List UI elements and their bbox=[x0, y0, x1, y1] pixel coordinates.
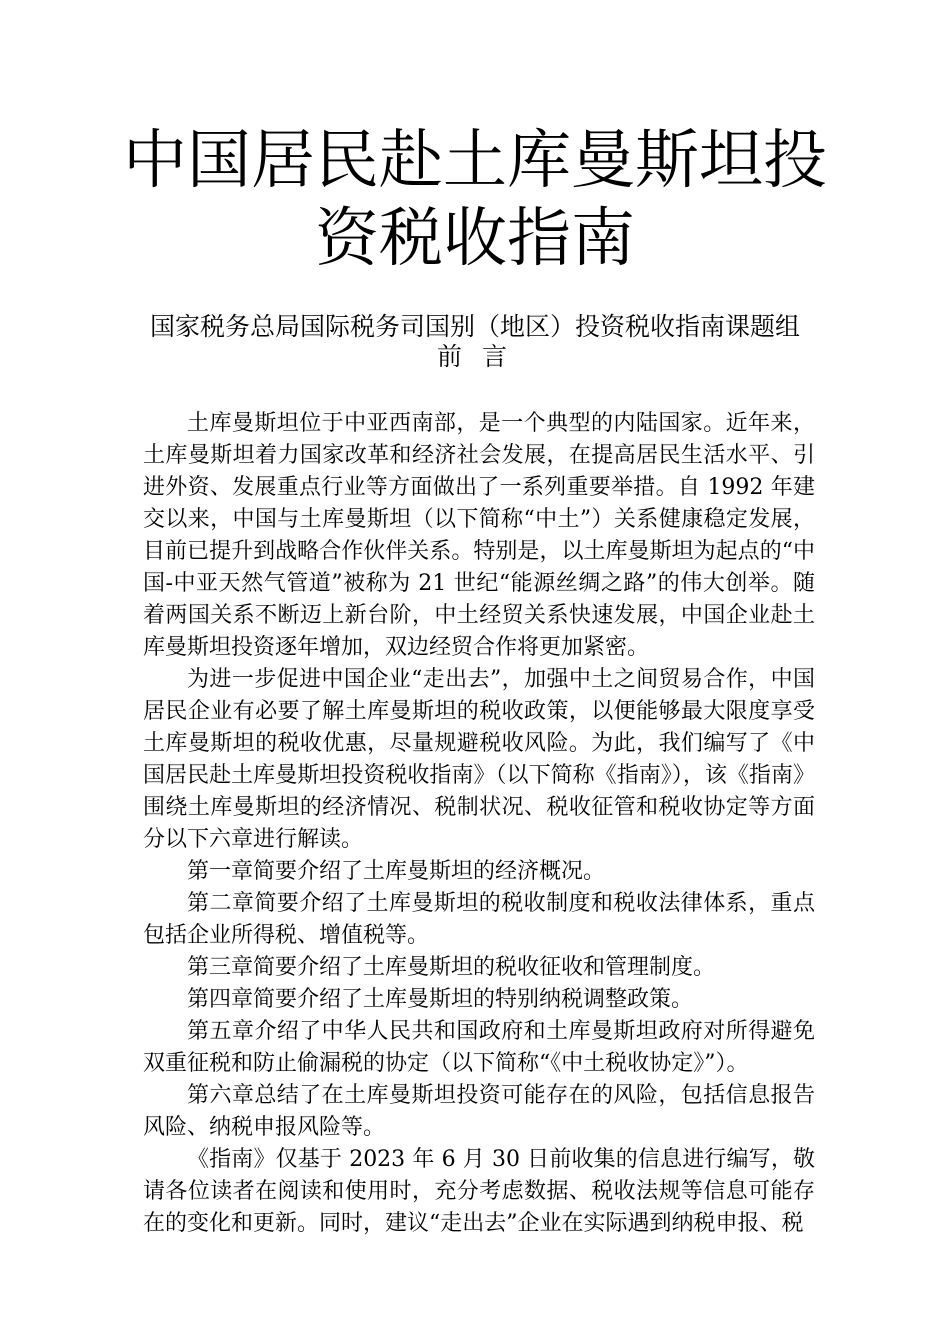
paragraph: 第五章介绍了中华人民共和国政府和土库曼斯坦政府对所得避免双重征税和防止偷漏税的协定（以下简称“《中土税收协定》”）。 bbox=[143, 1019, 815, 1076]
paragraph: 第二章简要介绍了土库曼斯坦的税收制度和税收法律体系，重点包括企业所得税、增值税等。 bbox=[143, 891, 815, 948]
title-line-2: 资税收指南 bbox=[315, 202, 635, 276]
paragraph: 第六章总结了在土库曼斯坦投资可能存在的风险，包括信息报告风险、纳税申报风险等。 bbox=[143, 1083, 815, 1140]
paragraph: 第三章简要介绍了土库曼斯坦的税收征收和管理制度。 bbox=[187, 955, 716, 980]
title-line-1: 中国居民赴土库曼斯坦投 bbox=[123, 124, 827, 198]
paragraph: 第四章简要介绍了土库曼斯坦的特别纳税调整政策。 bbox=[187, 987, 694, 1012]
author-line: 国家税务总局国际税务司国别（地区）投资税收指南课题组 bbox=[149, 312, 800, 341]
preface-heading: 前 言 bbox=[437, 342, 513, 371]
body-text bbox=[143, 408, 815, 1240]
paragraph: 第一章简要介绍了土库曼斯坦的经济概况。 bbox=[187, 859, 606, 884]
paragraph: 土库曼斯坦位于中亚西南部，是一个典型的内陆国家。近年来，土库曼斯坦着力国家改革和经济社会发展，在提高居民生活水平、引进外资、发展重点行业等方面做出了一系列重要举措。自 1992 年建交以来，中国与土库曼斯坦（以下简称“中土”）关系健康稳定发展，目前已提升到战略合作伙伴关系。特别是，以土库曼斯坦为起点的“中国-中亚天然气管道”被称为 21 世纪“能源丝绸之路”的伟大创举。随着两国关系不断迈上新台阶，中土经贸关系快速发展，中国企业赴土库曼斯坦投资逐年增加，双边经贸合作将更加紧密。 bbox=[143, 411, 815, 660]
paragraph: 《指南》仅基于 2023 年 6 月 30 日前收集的信息进行编写，敬请各位读者在阅读和使用时，充分考虑数据、税收法规等信息可能存在的变化和更新。同时，建议“走出去”企业在实际遇到纳税申报、税 bbox=[143, 1147, 815, 1236]
document-title bbox=[0, 122, 950, 278]
paragraph: 为进一步促进中国企业“走出去”，加强中土之间贸易合作，中国居民企业有必要了解土库曼斯坦的税收政策，以便能够最大限度享受土库曼斯坦的税收优惠，尽量规避税收风险。为此，我们编写了《中国居民赴土库曼斯坦投资税收指南》（以下简称《指南》），该《指南》围绕土库曼斯坦的经济情况、税制状况、税收征管和税收协定等方面分以下六章进行解读。 bbox=[143, 667, 815, 852]
